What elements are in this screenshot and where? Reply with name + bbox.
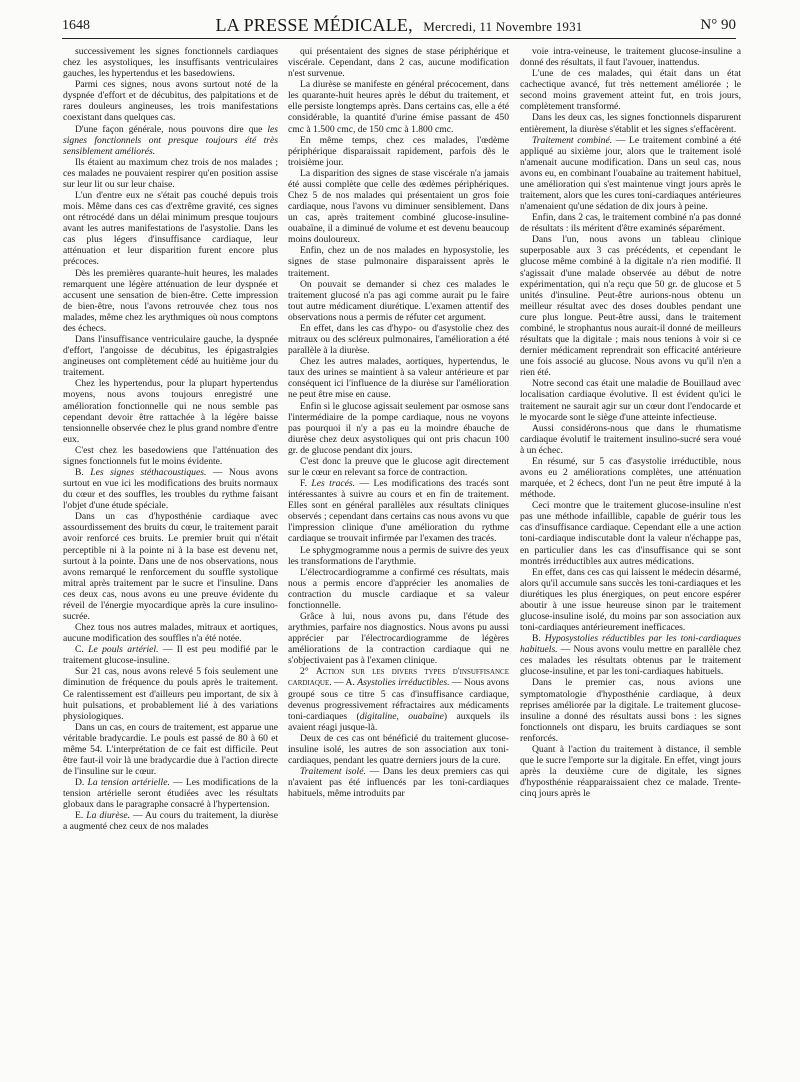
paragraph: Chez les hypertendus, pour la plupart hypertendus moyens, nous avons toujours enregistré une amélioration fonctionnelle qui ne nous semble pas cependant devoir être rattachée à la légère baisse tensionnelle observée chez le plus grand nombre d'entre eux.	[63, 378, 278, 445]
paragraph: L'un d'entre eux ne s'était pas couché depuis trois mois. Même dans ces cas d'extrême gravité, ces signes ont rétrocédé dans un délai minimum presque toujours avant les autres manifestations de l'asystolie. Dans les cas plus légers d'insuffisance cardiaque, leur atténuation et leur disparition furent encore plus précoces.	[63, 190, 278, 268]
text-column-2	[288, 46, 509, 1072]
paragraph: La diurèse se manifeste en général précocement, dans les quarante-huit heures après le début du traitement, et elle persiste longtemps après. Dans certains cas, elle a été considérable, la quantité d'urine émise passant de 450 cmc à 1.500 cmc, de 150 cmc à 1.800 cmc.	[288, 79, 509, 135]
header-rule	[62, 38, 736, 39]
paragraph: C'est donc la preuve que le glucose agit directement sur le cœur en relevant sa force de contraction.	[288, 455, 509, 478]
text-column-3	[520, 46, 741, 1072]
paragraph: Chez tous nos autres malades, mitraux et aortiques, aucune modification des souffles n'a été notée.	[63, 622, 278, 645]
paragraph: Parmi ces signes, nous avons surtout noté de la dyspnée d'effort et de décubitus, des palpitations et de rares douleurs angineuses, les trois manifestations coexistant dans quelques cas.	[63, 79, 278, 124]
paragraph: E. La diurèse. — Au cours du traitement, la diurèse a augmenté chez ceux de nos malades	[63, 810, 278, 833]
paragraph: Ils étaient au maximum chez trois de nos malades ; ces malades ne pouvaient respirer qu'en position assise sur leur lit ou sur leur chaise.	[63, 156, 278, 190]
paragraph: Deux de ces cas ont bénéficié du traitement glucose-insuline isolé, les autres de son association aux toni-cardiaques, pendant les quatre derniers jours de la cure.	[288, 732, 509, 766]
paragraph: Dans un cas d'hyposthénie cardiaque avec assourdissement des bruits du cœur, le traitement parait avoir renforcé ces bruits. Le premier bruit qui n'était perceptible ni à la pointe ni à la base est devenu net, surtout à la pointe. Dans une de nos observations, nous avons remarqué le renforcement du souffle systolique mitral après traitement par le sucre et l'insuline. Dans ces deux cas, nous avons eu une preuve évidente du réveil de l'énergie myocardique après la cure insulino-sucrée.	[63, 511, 278, 622]
journal-title: LA PRESSE MÉDICALE,	[215, 15, 413, 35]
paragraph: En effet, dans les cas d'hypo- ou d'asystolie chez des mitraux ou des scléreux pulmonaires, l'amélioration a été parallèle à la diurèse.	[288, 322, 509, 357]
paragraph: D'une façon générale, nous pouvons dire que les signes fonctionnels ont presque toujours été très sensiblement améliorés.	[63, 123, 278, 157]
paragraph: Sur 21 cas, nous avons relevé 5 fois seulement une diminution de fréquence du pouls après le traitement. Ce ralentissement est d'ailleurs peu important, de six à huit pulsations, et probablement lié à des variations physiologiques.	[63, 666, 278, 722]
text-column-1	[63, 46, 278, 1072]
paragraph: Dans un cas, en cours de traitement, est apparue une véritable bradycardie. Le pouls est passé de 80 à 60 et même 54. L'interprétation de ce fait est difficile. Peut être faut-il voir là une bradycardie due à l'action directe de l'insuline sur le cœur.	[63, 721, 278, 778]
paragraph: Le sphygmogramme nous a permis de suivre des yeux les transformations de l'arythmie.	[288, 544, 509, 567]
paragraph: Quant à l'action du traitement à distance, il semble que le sucre l'emporte sur la digitale. En effet, vingt jours après la deuxième cure de digitale, les signes d'hyposthénie réapparaissaient chez ce malade. Trente-cinq jours après le	[520, 743, 741, 800]
paragraph: Dans les deux cas, les signes fonctionnels disparurent entièrement, la diurèse s'établit et les signes s'effacèrent.	[520, 112, 741, 135]
paragraph: qui présentaient des signes de stase périphérique et viscérale. Cependant, dans 2 cas, aucune modification n'est survenue.	[288, 46, 509, 80]
page-header	[62, 14, 736, 38]
issue-date: Mercredi, 11 Novembre 1931	[423, 19, 583, 34]
paragraph: Ceci montre que le traitement glucose-insuline n'est pas une méthode infaillible, capable de guérir tous les cas d'insuffisance cardiaque. Cependant elle a une action toni-cardiaque indiscutable dont la valeur n'échappe pas, en particulier dans les cas d'insuffisance qui se sont montrés irréductibles aux autres médications.	[520, 500, 741, 567]
page-number: 1648	[62, 18, 90, 33]
paragraph: Enfin si le glucose agissait seulement par osmose sans l'intermédiaire de la pompe cardiaque, nous ne voyons pas pourquoi il n'y a pas eu la moindre ébauche de diurèse chez deux asystoliques qui ont pris chacun 100 gr. de glucose pendant dix jours.	[288, 400, 509, 456]
paragraph: voie intra-veineuse, le traitement glucose-insuline a donné des résultats, il faut l'avouer, inattendus.	[520, 46, 741, 69]
paragraph: C'est chez les basedowiens que l'atténuation des signes fonctionnels fut le moins évidente.	[63, 444, 278, 467]
paragraph: Grâce à lui, nous avons pu, dans l'étude des arythmies, parfaire nos diagnostics. Nous avons pu aussi apprécier par l'électrocardiogramme de légères améliorations de la contraction cardiaque qui ne s'objectivaient pas à l'examen clinique.	[288, 610, 509, 667]
paragraph: Traitement isolé. — Dans les deux premiers cas qui n'avaient pas été influencés par les toni-cardiaques habituels, même introduits par	[288, 766, 509, 800]
paragraph: 2° Action sur les divers types d'insuffisance cardiaque. — A. Asystolies irréductibles. — Nous avons groupé sous ce titre 5 cas d'insuffisance cardiaque, devenus progressivement réfractaires aux médicaments toni-cardiaques (digitaline, ouabaïne) auxquels ils avaient réagi jusque-là.	[288, 666, 509, 733]
paragraph: Notre second cas était une maladie de Bouillaud avec localisation cardiaque évolutive. Il est évident qu'ici le traitement ne saurait agir sur un cœur dont l'endocarde et le myocarde sont le siège d'une atteinte infectieuse.	[520, 378, 741, 423]
masthead	[62, 15, 736, 36]
paragraph: F. Les tracés. — Les modifications des tracés sont intéressantes à suivre au cours et en fin de traitement. Elles sont en général parallèles aux résultats cliniques observés ; cependant dans certains cas nous avons vu que l'impression clinique d'une amélioration du rythme cardiaque se trouvait infirmée par l'examen des tracés.	[288, 478, 509, 545]
paragraph: En même temps, chez ces malades, l'œdème périphérique disparaissait rapidement, parfois dès le troisième jour.	[288, 134, 509, 168]
issue-number: N° 90	[700, 17, 736, 33]
paragraph: L'électrocardiogramme a confirmé ces résultats, mais nous a permis encore d'apprécier les anomalies de contraction du muscle cardiaque et sa valeur fonctionnelle.	[288, 566, 509, 611]
paragraph: C. Le pouls artériel. — Il est peu modifié par le traitement glucose-insuline.	[63, 644, 278, 667]
paragraph: Traitement combiné. — Le traitement combiné a été appliqué au sixième jour, alors que le traitement isolé n'amenait aucune modification. Dans un seul cas, nous avons eu, en combinant l'ouabaïne au traitement habituel, une amélioration qui s'est maintenue vingt jours après le traitement, alors que les cures toni-cardiaques antérieures n'amenaient qu'une sédation de dix jours à peine.	[520, 134, 741, 213]
paragraph: Aussi considérons-nous que dans le rhumatisme cardiaque évolutif le traitement insulino-sucré sera voué à un échec.	[520, 422, 741, 456]
paragraph: La disparition des signes de stase viscérale n'a jamais été aussi complète que celle des œdèmes périphériques. Chez 5 de nos malades qui présentaient un gros foie cardiaque, nous l'avons vu diminuer sensiblement. Dans un cas, après traitement combiné glucose-insuline-ouabaïne, il a diminué de volume et est devenu beaucoup moins douloureux.	[288, 167, 509, 246]
paragraph: D. La tension artérielle. — Les modifications de la tension artérielle seront étudiées avec les résultats globaux dans le paragraphe consacré à l'hypertension.	[63, 777, 278, 811]
paragraph: B. Hyposystolies réductibles par les toni-cardiaques habituels. — Nous avons voulu mettre en parallèle chez ces malades les résultats obtenus par le traitement glucose-insuline, et par les toni-cardiaques habituels.	[520, 633, 741, 678]
paragraph: Dans l'insuffisance ventriculaire gauche, la dyspnée d'effort, l'angoisse de décubitus, les épigastralgies angineuses ont complètement cédé au huitième jour du traitement.	[63, 334, 278, 379]
paragraph: Dans le premier cas, nous avions une symptomatologie d'hyposthénie cardiaque, à deux reprises améliorée par la digitale. Le traitement glucose-insuline a donné des résultats aussi bons : les signes fonctionnels ont disparu, les bruits cardiaques se sont renforcés.	[520, 677, 741, 744]
paragraph: On pouvait se demander si chez ces malades le traitement glucosé n'a pas agi comme aurait pu le faire tout autre médicament diurétique. L'examen attentif des observations nous a permis de réfuter cet argument.	[288, 278, 509, 323]
paragraph: En effet, dans ces cas qui laissent le médecin désarmé, alors qu'il accumule sans succès les toni-cardiaques et les diurétiques les plus énergiques, on peut encore espérer aboutir à une issue heureuse sinon par le traitement glucose-insuline isolé, du moins par son association aux toni-cardiaques antérieurement inefficaces.	[520, 566, 741, 634]
paragraph: Enfin, chez un de nos malades en hyposystolie, les signes de stase pulmonaire disparaissent après le traitement.	[288, 245, 509, 279]
paragraph: Chez les autres malades, aortiques, hypertendus, le taux des urines se maintient à sa valeur antérieure et par conséquent ici l'influence de la diurèse sur l'amélioration ne peut être mise en cause.	[288, 356, 509, 401]
paragraph: B. Les signes stéthacoustiques. — Nous avons surtout en vue ici les modifications des bruits normaux du cœur et des souffles, les troubles du rythme faisant l'objet d'une étude spéciale.	[63, 466, 278, 512]
paragraph: L'une de ces malades, qui était dans un état cachectique avancé, fut très nettement améliorée ; le second moins gravement atteint fut, en trois jours, complètement transformé.	[520, 68, 741, 113]
paragraph: successivement les signes fonctionnels cardiaques chez les asystoliques, les insuffisants ventriculaires gauches, les hypertendus et les basedowiens.	[63, 46, 278, 80]
paragraph: Dans l'un, nous avons un tableau clinique superposable aux 3 cas précédents, et cependant le glucose même combiné à la digitale n'a rien modifié. Il s'agissait d'une malade observée au début de notre expérimentation, qui n'a reçu que 50 gr. de glucose et 5 unités d'insuline. Peut-être aurions-nous obtenu un meilleur résultat avec des doses doubles pendant une cure plus longue. Peut-être aussi, dans le traitement combiné, le strophantus nous aurait-il donné de meilleurs résultats que la digitale ; mais nous tenions à voir si ce dernier médicament reprendrait son efficacité antérieure une fois associé au glucose. Nous avons vu qu'il n'en a rien été.	[520, 234, 741, 379]
paragraph: En résumé, sur 5 cas d'asystolie irréductible, nous avons eu 2 améliorations complètes, une atténuation marquée, et 2 échecs, dont l'un ne peut être imputé à la méthode.	[520, 455, 741, 501]
paragraph: Enfin, dans 2 cas, le traitement combiné n'a pas donné de résultats : ils méritent d'être examinés séparément.	[520, 212, 741, 235]
paragraph: Dès les premières quarante-huit heures, les malades remarquent une légère atténuation de leur dyspnée et accusent une sensation de bien-être. Cette impression de bien-être, nous l'avons retrouvée chez tous nos malades, même chez les arythmiques où nous comptons des échecs.	[63, 267, 278, 334]
